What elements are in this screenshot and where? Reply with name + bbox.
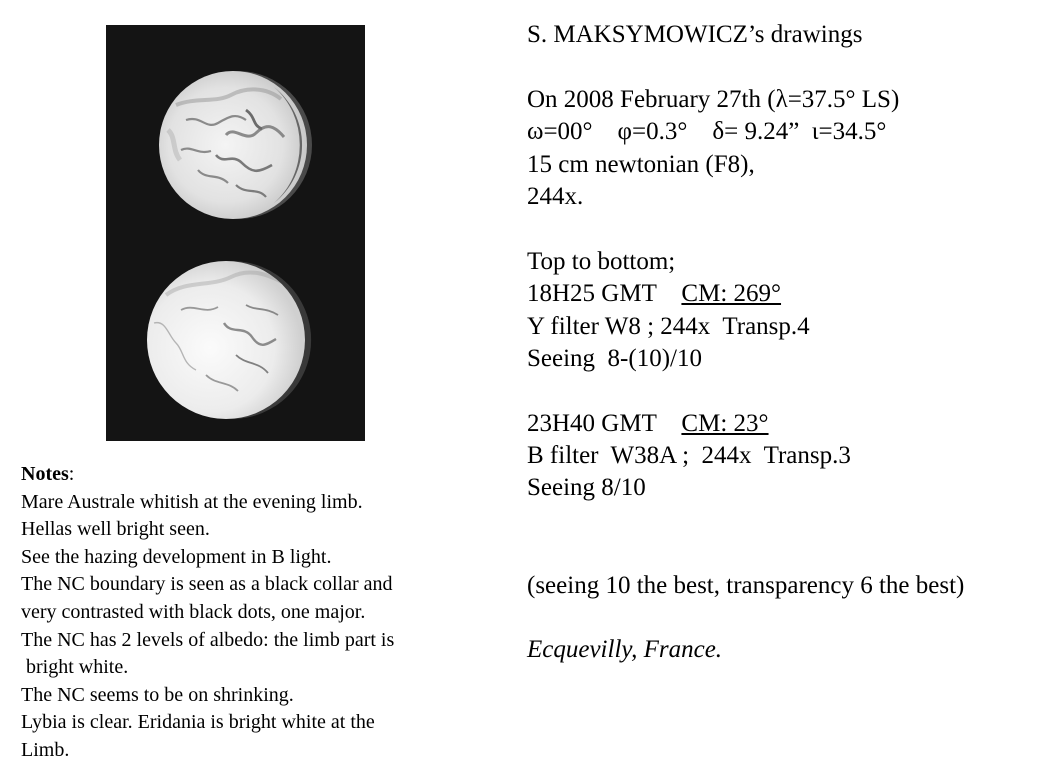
note-line: The NC seems to be on shrinking. [21, 683, 294, 706]
spacer [527, 537, 964, 569]
observation-date: On 2008 February 27th (λ=37.5° LS) [527, 85, 900, 113]
sequence-heading: Top to bottom; [527, 247, 676, 275]
spacer [527, 375, 964, 407]
note-line: See the hazing development in B light. [21, 545, 332, 568]
drawing-2-filter: B filter W38A ; 244x Transp.3 [527, 442, 851, 470]
spacer [527, 51, 964, 83]
note-line: Lybia is clear. Eridania is bright white at the [21, 711, 375, 734]
notes-heading: Notes: [21, 463, 75, 485]
drawing-1-cm: CM: 269° [681, 280, 782, 308]
note-line: Mare Australe whitish at the evening limb. [21, 490, 363, 513]
observation-details [527, 19, 964, 667]
drawing-2-seeing: Seeing 8/10 [527, 474, 646, 502]
drawing-1-time: 18H25 GMT CM: 269° [527, 280, 782, 308]
scale-note: (seeing 10 the best, transparency 6 the best) [527, 571, 965, 599]
note-line: Hellas well bright seen. [21, 518, 210, 541]
drawing-1-filter: Y filter W8 ; 244x Transp.4 [527, 312, 810, 340]
note-line: bright white. [21, 656, 129, 679]
drawing-2-time: 23H40 GMT CM: 23° [527, 409, 769, 437]
note-line: The NC has 2 levels of albedo: the limb part is [21, 628, 395, 651]
notes-block [21, 461, 491, 765]
telescope-info: 15 cm newtonian (F8), [527, 150, 755, 178]
mars-disk-bottom [147, 261, 311, 419]
page-title: S. MAKSYMOWICZ’s drawings [527, 21, 863, 48]
magnification-info: 244x. [527, 182, 584, 210]
spacer [527, 602, 964, 634]
note-line: The NC boundary is seen as a black collar and [21, 573, 393, 596]
mars-drawings [106, 25, 365, 441]
note-line: Limb. [21, 738, 70, 761]
spacer [527, 213, 964, 245]
spacer [527, 505, 964, 537]
mars-disk-top [159, 71, 312, 219]
location: Ecquevilly, France. [527, 636, 723, 664]
note-line: very contrasted with black dots, one major. [21, 600, 366, 623]
drawing-panel [106, 25, 365, 441]
drawing-1-seeing: Seeing 8-(10)/10 [527, 344, 702, 372]
observation-parameters: ω=00° φ=0.3° δ= 9.24” ι=34.5° [527, 118, 887, 146]
drawing-2-cm: CM: 23° [681, 409, 769, 437]
